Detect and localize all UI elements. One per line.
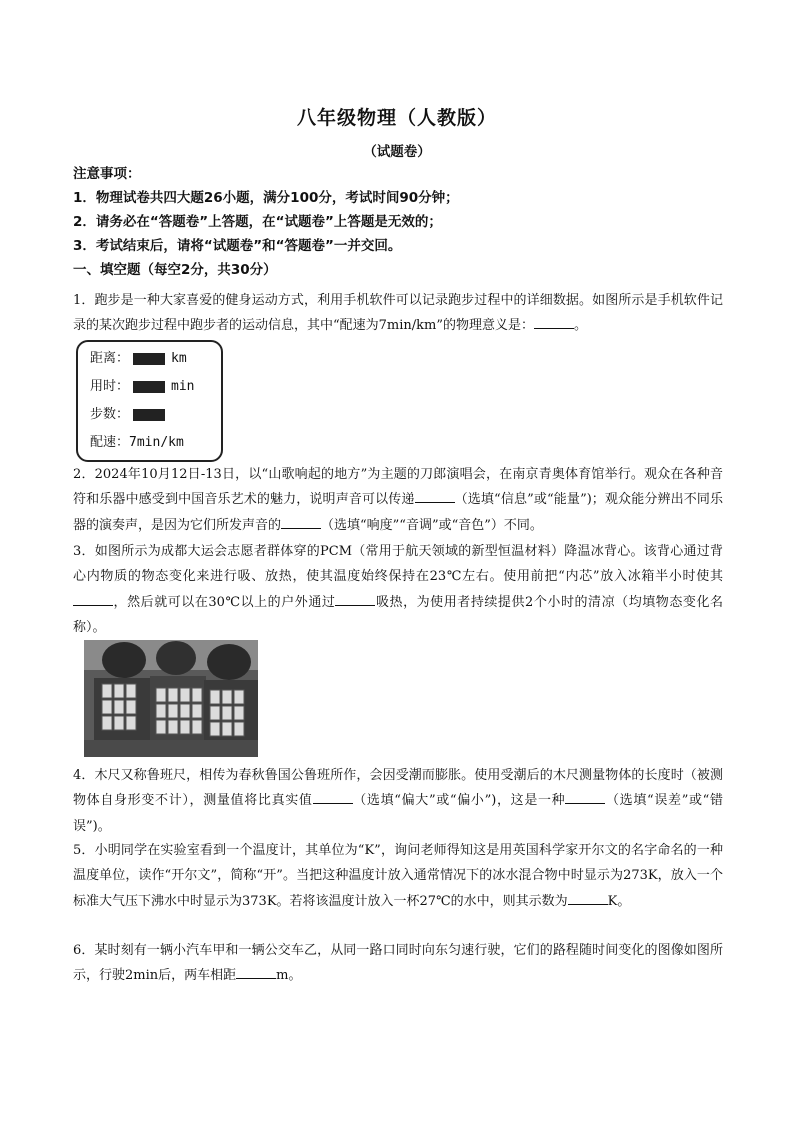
redacted-value bbox=[133, 409, 165, 421]
notice-item: 2．请务必在“答题卷”上答题，在“试题卷”上答题是无效的； bbox=[73, 214, 442, 230]
answer-blank[interactable] bbox=[335, 591, 375, 606]
distance-row bbox=[90, 349, 187, 369]
page-subtitle: （试题卷） bbox=[363, 144, 431, 160]
answer-blank[interactable] bbox=[313, 789, 353, 804]
time-unit: min bbox=[171, 379, 195, 394]
question-text: K。 bbox=[607, 893, 631, 909]
question-text: ，然后就可以在30℃以上的户外通过 bbox=[113, 594, 336, 610]
time-label: 用时： bbox=[90, 379, 130, 394]
distance-label: 距离： bbox=[90, 351, 130, 366]
question-text: （选填“信息”或“能量”)；观众能分辨出不同乐器的演奏声，是因为它们所发声音的 bbox=[73, 492, 723, 533]
steps-row bbox=[90, 405, 171, 425]
distance-unit: km bbox=[171, 351, 187, 366]
answer-blank[interactable] bbox=[568, 890, 608, 905]
question-text: 吸热，为使用者持续提供2个小时的清凉（均填物态变化名称）。 bbox=[73, 594, 723, 636]
steps-label: 步数： bbox=[90, 407, 130, 422]
answer-blank[interactable] bbox=[565, 789, 605, 804]
notice-section bbox=[73, 162, 723, 282]
question-6 bbox=[73, 938, 723, 989]
cooling-vest-photo bbox=[84, 640, 258, 757]
notice-heading: 注意事项： bbox=[73, 166, 141, 182]
answer-blank[interactable] bbox=[281, 514, 321, 529]
redacted-value bbox=[133, 353, 165, 365]
pace-value: 7min/km bbox=[129, 435, 184, 450]
pace-row bbox=[90, 433, 184, 453]
pace-label: 配速： bbox=[90, 435, 130, 450]
question-1 bbox=[73, 288, 723, 339]
answer-blank[interactable] bbox=[415, 488, 455, 503]
running-app-panel bbox=[76, 340, 223, 462]
section-heading: 一、填空题（每空2分，共30分） bbox=[73, 262, 277, 278]
question-3 bbox=[73, 539, 723, 641]
question-text: m。 bbox=[276, 968, 302, 984]
question-text: （选填“偏大”或“偏小”)，这是一种 bbox=[352, 793, 566, 809]
question-text: 5．小明同学在实验室看到一个温度计，其单位为“K”，询问老师得知这是用英国科学家开尔文的名字命名的一种温度单位，读作“开尔文”，简称“开”。当把这种温度计放入通常情况下的冰水混合物中时显示为273K，放入一个标准大气压下沸水中时显示为373K。若将该温度计放入一杯27℃的水中，则其示数为 bbox=[73, 843, 723, 909]
redacted-value bbox=[133, 381, 165, 393]
question-text: 4．木尺又称鲁班尺，相传为春秋鲁国公鲁班所作，会因受潮而膨胀。使用受潮后的木尺测量物体的长度时（被测物体自身形变不计），测量值将比真实值 bbox=[73, 768, 723, 809]
time-row bbox=[90, 377, 195, 397]
question-text: 6．某时刻有一辆小汽车甲和一辆公交车乙，从同一路口同时向东匀速行驶，它们的路程随时间变化的图像如图所示，行驶2min后，两车相距 bbox=[73, 943, 723, 984]
question-text: 。 bbox=[574, 318, 588, 334]
page-title: 八年级物理（人教版） bbox=[296, 107, 497, 129]
question-text: （选填“响度”“音调”或“音色”）不同。 bbox=[321, 517, 543, 533]
question-text: （选填“误差”或“错误”)。 bbox=[73, 793, 723, 834]
answer-blank[interactable] bbox=[534, 314, 574, 329]
question-text: 1．跑步是一种大家喜爱的健身运动方式，利用手机软件可以记录跑步过程中的详细数据。如图所示是手机软件记录的某次跑步过程中跑步者的运动信息，其中“配速为7min/km”的物理意义是： bbox=[73, 293, 723, 334]
question-5 bbox=[73, 838, 723, 914]
notice-item: 1．物理试卷共四大题26小题，满分100分，考试时间90分钟； bbox=[73, 190, 459, 206]
question-2 bbox=[73, 462, 723, 538]
answer-blank[interactable] bbox=[236, 964, 276, 979]
vest-image bbox=[84, 640, 258, 757]
answer-blank[interactable] bbox=[73, 591, 113, 606]
question-4 bbox=[73, 763, 723, 839]
notice-item: 3．考试结束后，请将“试题卷”和“答题卷”一并交回。 bbox=[73, 238, 402, 254]
question-text: 3．如图所示为成都大运会志愿者群体穿的PCM（常用于航天领域的新型恒温材料）降温冰背心。该背心通过背心内物质的物态变化来进行吸、放热，使其温度始终保持在23℃左右。使用前把“内芯”放入冰箱半小时使其 bbox=[73, 544, 723, 585]
question-text: 2．2024年10月12日-13日，以“山歌响起的地方”为主题的刀郎演唱会，在南京青奥体育馆举行。观众在各种音符和乐器中感受到中国音乐艺术的魅力，说明声音可以传递 bbox=[73, 467, 723, 508]
